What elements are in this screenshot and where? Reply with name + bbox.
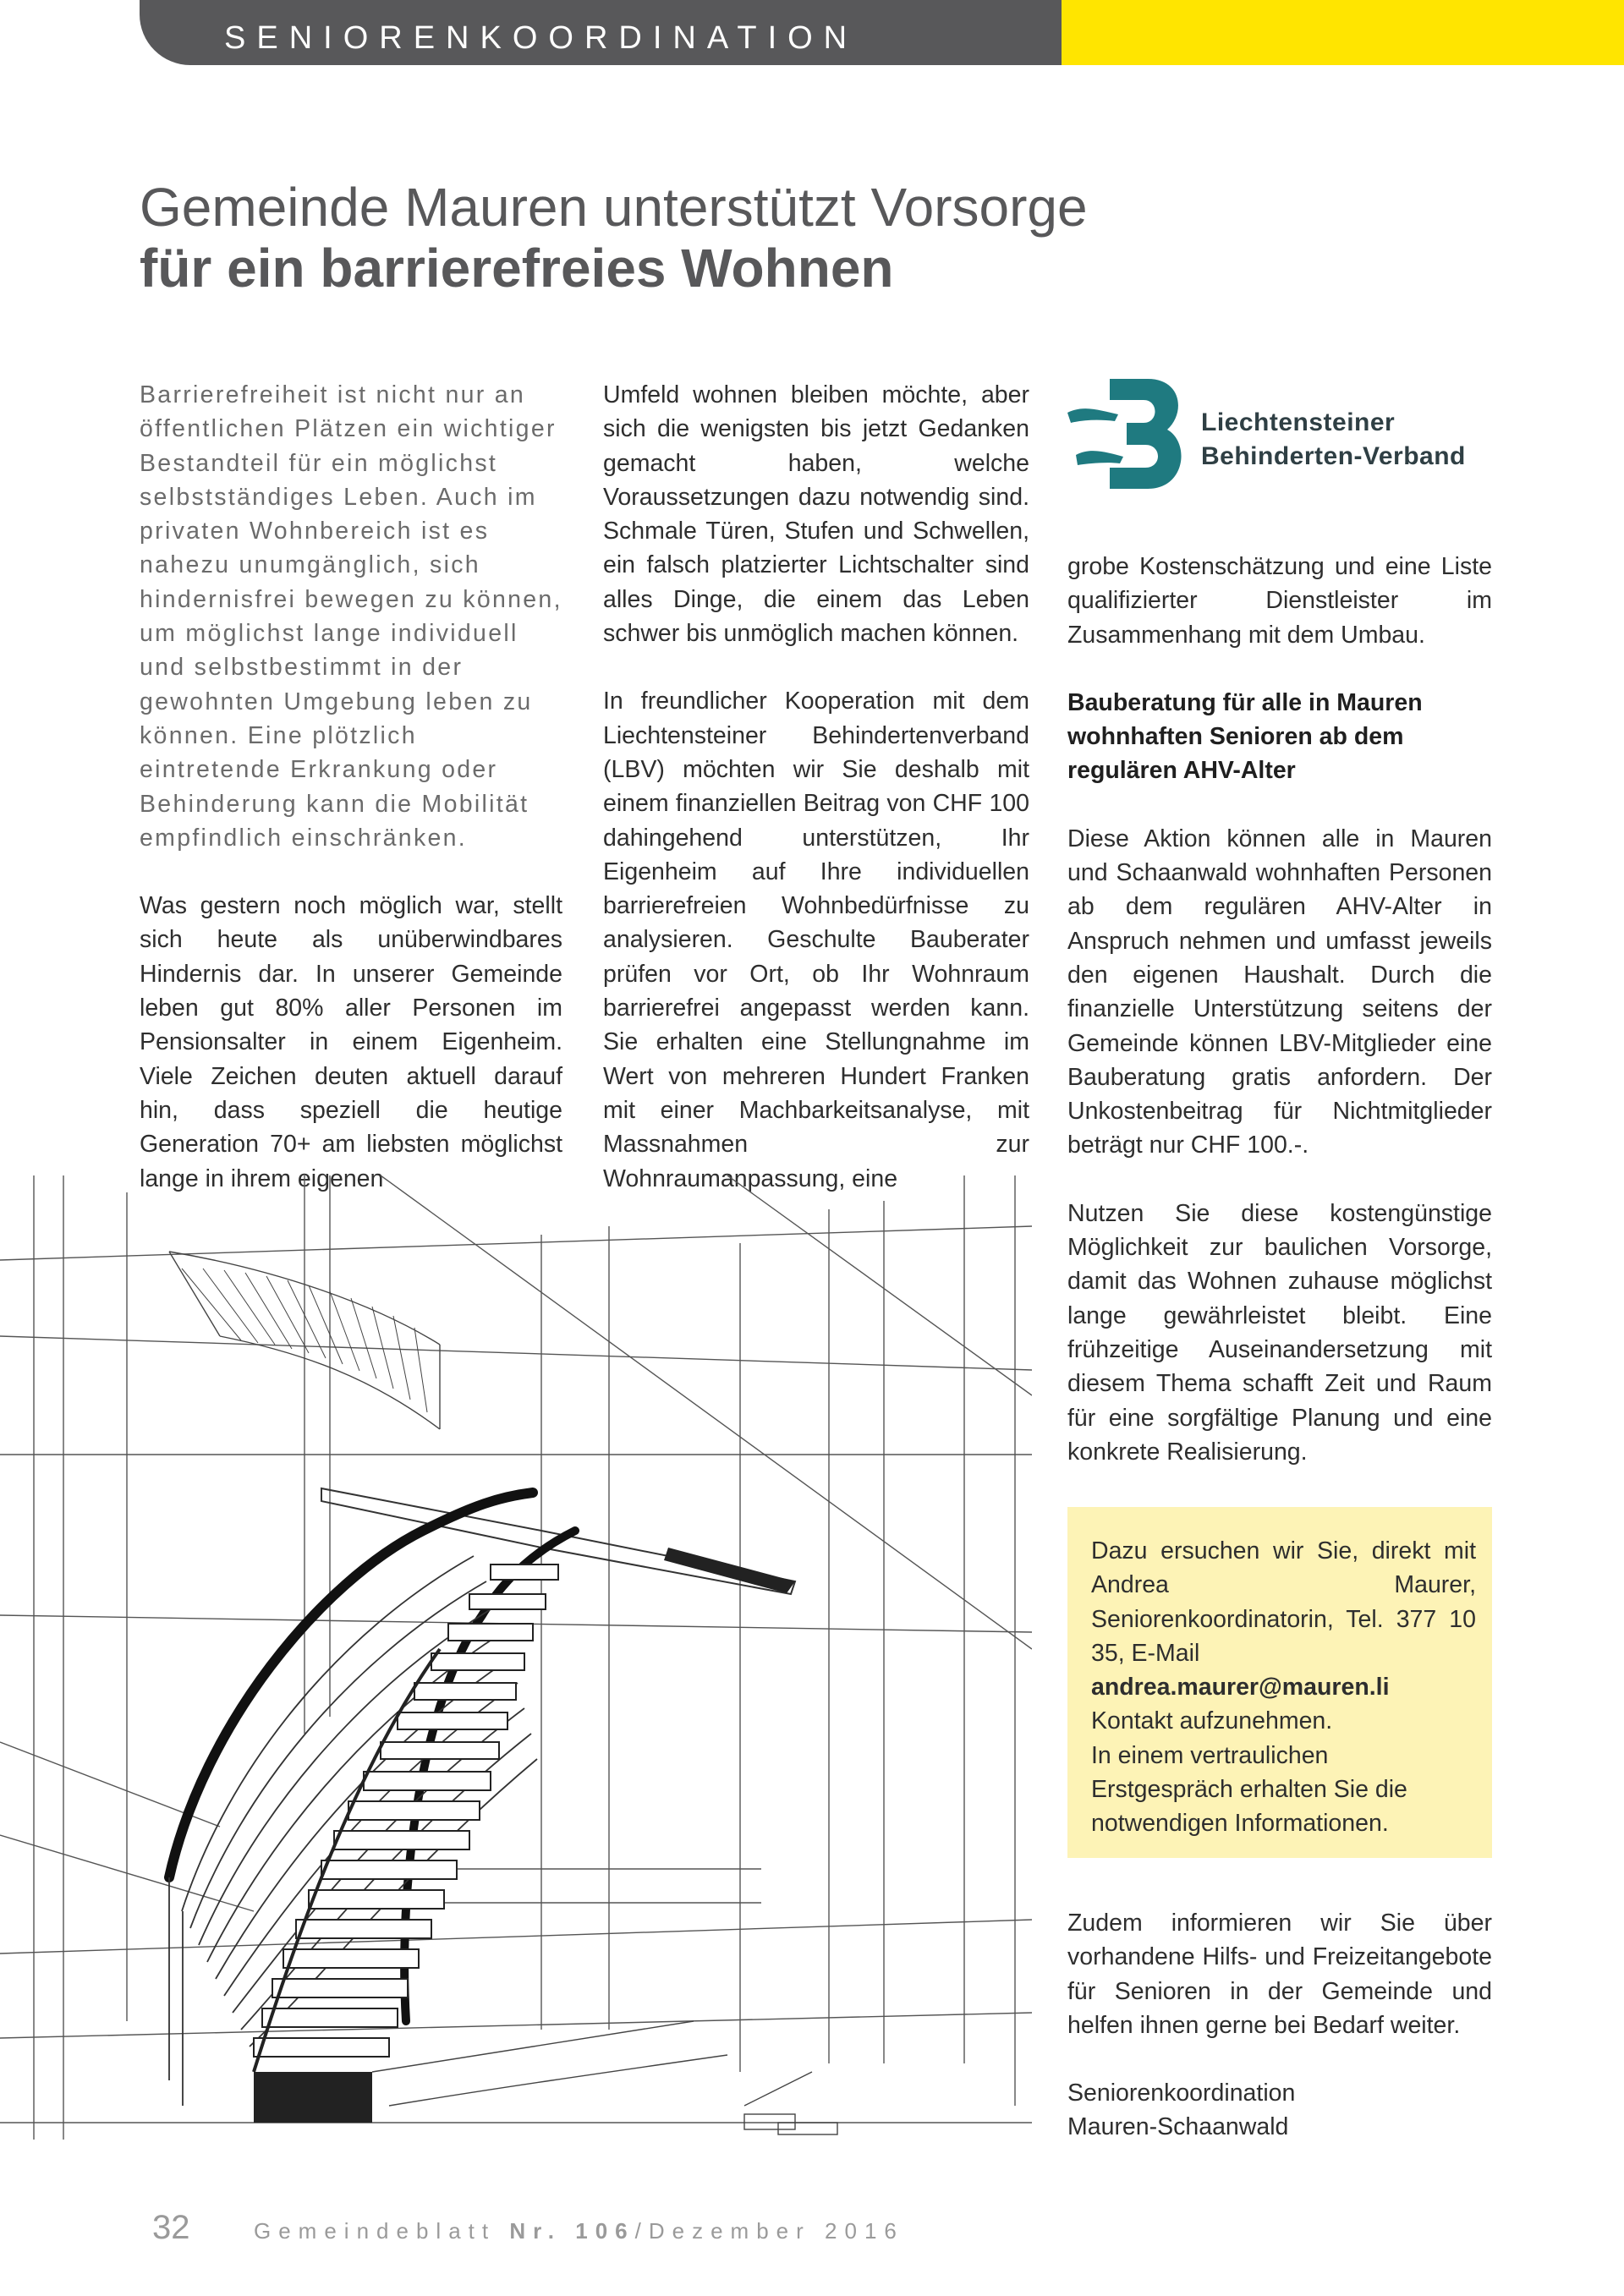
- issue-number: Nr. 106: [509, 2218, 635, 2244]
- logo-text-line-1: Liechtensteiner: [1201, 408, 1396, 436]
- closing-block: [1067, 1906, 1492, 2145]
- body-paragraph: In freundlicher Kooperation mit dem Liechtensteiner Behindertenverband (LBV) möchten wir Sie deshalb mit einem finanziellen Beitrag von CHF 100 dahingehend unterstützen, Ihr Eigenheim auf Ihre individuellen barrierefreien Wohnbedürfnisse zu analysieren. Geschulte Bauberater prüfen vor Ort, ob Ihr Wohnraum barrierefrei angepasst werden kann. Sie erhalten eine Stellungnahme im Wert von mehreren Hundert Franken mit einer Machbarkeitsanalyse, mit Massnahmen zur Wohnraumanpassung, eine: [603, 688, 1029, 1192]
- footer-publication-line: [254, 2218, 904, 2244]
- signature-line-1: Seniorenkoordination: [1067, 2080, 1296, 2107]
- text-column-3: [1067, 550, 1492, 1469]
- contact-cta: Kontakt aufzunehmen.: [1091, 1707, 1333, 1735]
- text-column-1: [140, 378, 562, 1196]
- headline-line-1: Gemeinde Mauren unterstützt Vorsorge: [140, 177, 1088, 238]
- header-accent-bar: [1062, 0, 1624, 65]
- headline-line-2: für ein barrierefreies Wohnen: [140, 237, 894, 299]
- issue-date: /Dezember 2016: [634, 2218, 904, 2244]
- contact-note: In einem vertraulichen Erstgespräch erhalten Sie die notwendigen Informationen.: [1091, 1741, 1407, 1838]
- publication-name: Gemeindeblatt: [254, 2218, 497, 2244]
- contact-intro: Dazu ersuchen wir Sie, direkt mit Andrea Maurer, Seniorenkoordinatorin, Tel. 377 10 35, E-Mail: [1091, 1537, 1476, 1667]
- section-label: SENIORENKOORDINATION: [224, 20, 859, 56]
- article-headline: [140, 178, 1408, 299]
- body-paragraph: Nutzen Sie diese kostengünstige Möglichkeit zur baulichen Vorsorge, damit das Wohnen zuhause möglichst lange gewährleistet bleibt. Eine frühzeitige Auseinandersetzung mit diesem Thema schafft Zeit und Raum für eine sorgfältige Planung und eine konkrete Realisierung.: [1067, 1199, 1492, 1466]
- logo-text-line-2: Behinderten-Verband: [1201, 442, 1466, 470]
- signature-line-2: Mauren-Schaanwald: [1067, 2113, 1289, 2141]
- lbv-logo: [1067, 370, 1516, 497]
- logo-wordmark: [1201, 406, 1466, 474]
- lbv-logo-mark-icon: [1067, 370, 1194, 497]
- section-subheading: Bauberatung für alle in Mauren wohnhaften Senioren ab dem regulären AHV-Alter: [1067, 688, 1423, 785]
- contact-text: [1091, 1534, 1476, 1841]
- spiral-staircase-illustration: [0, 1175, 1032, 2140]
- page-number: 32: [152, 2209, 190, 2246]
- text-column-2: [603, 378, 1029, 1196]
- contact-info-box: [1067, 1507, 1492, 1858]
- body-paragraph: grobe Kostenschätzung und eine Liste qualifizierter Dienstleister im Zusammenhang mit dem Umbau.: [1067, 553, 1492, 649]
- body-paragraph: Diese Aktion können alle in Mauren und Schaanwald wohnhaften Personen ab dem regulären AHV-Alter in Anspruch nehmen und umfasst jeweils den eigenen Haushalt. Durch die finanzielle Unterstützung seitens der Gemeinde können LBV-Mitglieder eine Bauberatung gratis anfordern. Der Unkostenbeitrag für Nichtmitglieder beträgt nur CHF 100.-.: [1067, 825, 1492, 1159]
- body-paragraph: Umfeld wohnen bleiben möchte, aber sich die wenigsten bis jetzt Gedanken gemacht haben, welche Voraussetzungen dazu notwendig sind. Schmale Türen, Stufen und Schwellen, ein falsch platzierter Lichtschalter sind alles Dinge, die einem das Leben schwer bis unmöglich machen können.: [603, 381, 1029, 648]
- intro-paragraph: Barrierefreiheit ist nicht nur an öffentlichen Plätzen ein wichtiger Bestandteil für ein möglichst selbstständiges Leben. Auch im privaten Wohnbereich ist es nahezu unumgänglich, sich hindernisfrei bewegen zu können, um möglichst lange individuell und selbstbestimmt in der gewohnten Umgebung leben zu können. Eine plötzlich eintretende Erkrankung oder Behinderung kann die Mobilität empfindlich einschränken.: [140, 381, 562, 852]
- contact-email-link[interactable]: andrea.maurer@mauren.li: [1091, 1674, 1390, 1701]
- closing-paragraph: Zudem informieren wir Sie über vorhandene Hilfs- und Freizeitangebote für Senioren in der Gemeinde und helfen ihnen gerne bei Bedarf weiter.: [1067, 1910, 1492, 2039]
- body-paragraph: Was gestern noch möglich war, stellt sich heute als unüberwindbares Hindernis dar. In unserer Gemeinde leben gut 80% aller Personen im Pensionsalter in einem Eigenheim. Viele Zeichen deuten aktuell darauf hin, dass speziell die heutige Generation 70+ am liebsten möglichst lange in ihrem eigenen: [140, 892, 562, 1192]
- signature: [1067, 2076, 1492, 2145]
